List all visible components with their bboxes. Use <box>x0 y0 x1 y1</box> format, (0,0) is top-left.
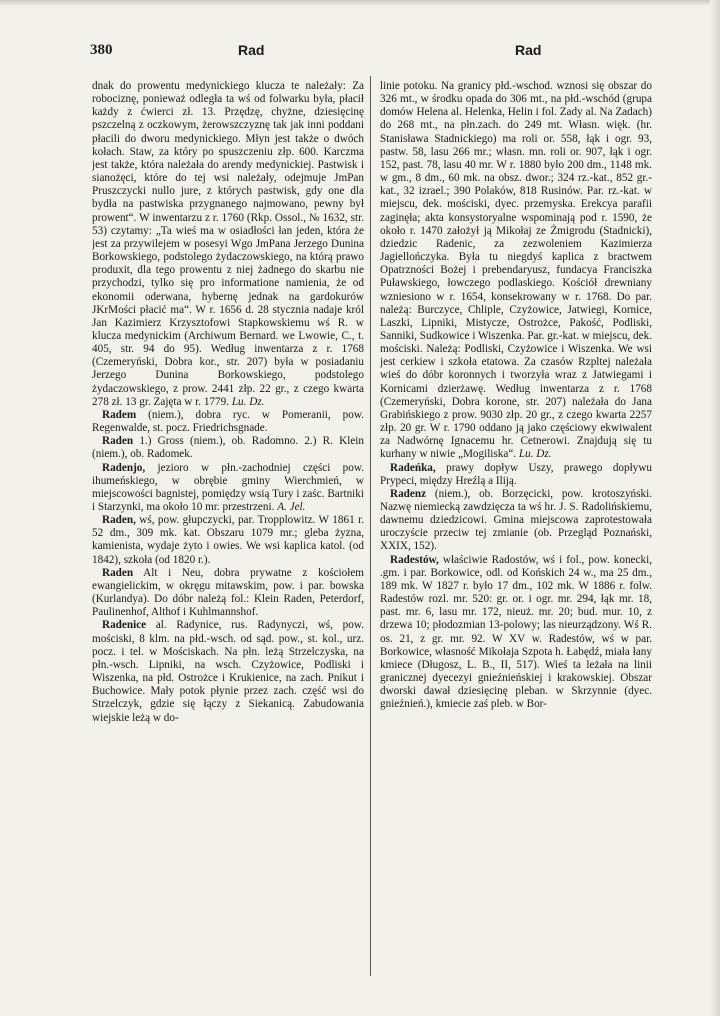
dictionary-entry <box>92 567 364 620</box>
entry-headword: Radeńka, <box>390 461 436 474</box>
right-column <box>380 80 652 980</box>
entry-text: (niem.), dobra ryc. w Pomeranii, pow. Regenwalde, st. pocz. Friedrichsgnade. <box>92 408 364 435</box>
entry-headword: Raden <box>102 566 134 579</box>
page-top-edge <box>0 0 720 6</box>
entry-text: linie potoku. Na granicy płd.-wschod. wznosi się obszar do 326 mt., w środku opada do 306 mt., na płd.-wschód (grupa domów Helena al. Helenka, Helin i fol. Zady al. Na Zadach) do 268 mt., na płn.zach. do 249 mt. Własn. więk. (hr. Stanisława Stadnickiego) ma roli or. 558, łąk i ogr. 93, pastw. 58, lasu 266 mr.; własn. mn. roli or. 907, łąk i ogr. 152, past. 78, lasu 40 mr. W r. 1880 było 200 dm., 1148 mk. w gm., 8 dm., 60 mk. na obsz. dwor.; 324 rz.-kat., 852 gr.-kat., 32 izrael.; 390 Polaków, 818 Rusinów. Par. rz.-kat. w miejscu, dek. mościski, dyec. przemyska. Erekcya parafii zaginęła; akta konsystoryalne wspominają pod r. 1590, że około r. 1470 założył ją Mikołaj ze Żmigrodu (Stadnicki), dziedzic Radenic, za zezwoleniem Kazimierza Jagiellończyka. Była tu niegdyś kaplica z bractwem Opatrzności Bożej i prebendaryusz, fundacya Franciszka Puławskiego, łowczego podlaskiego. Kościół drewniany wzniesiono w r. 1654, konsekrowany w r. 1768. Do par. należą: Burczyce, Chliple, Czyżowice, Jatwiegi, Kornice, Laszki, Lipniki, Mistycze, Ostrożce, Pakość, Podliski, Sanniki, Sudkowice i Wiszenka. Par. gr.-kat. w miejscu, dek. mościski. Należą: Podliski, Czyżowice i Wiszenka. We wsi jest cerkiew i szkoła etatowa. Za czasów Rzpltej należała wieś do dóbr koronnych i tworzyła wraz z Jatwiegami i Kornicami dzierżawę. Według inwentarza z r. 1768 (Czemeryński, Dobra korone, str. 207) należała do Jana Grabińskiego z prow. 9030 złp. 20 gr., z czego kwarta 2257 złp. 20 gr. W r. 1790 oddano ją jako częściowy ekwiwalent za Nadwórnę Ignacemu hr. Cetnerowi. Znajdują się tu kurhany w niwie „Mogiliska“. <box>380 80 652 461</box>
entry-text: wś, pow. głupczycki, par. Tropplowitz. W 1861 r. 52 dm., 309 mk. kat. Obszaru 1079 mr.; gleba żyzna, kamienista, wydaje żyto i owies. We wsi kaplica katol. (od 1842), szkoła (od 1820 r.). <box>92 514 364 566</box>
dictionary-entry <box>92 435 364 461</box>
dictionary-entry <box>380 554 652 712</box>
continued-entry <box>92 80 364 409</box>
dictionary-entry <box>380 462 652 488</box>
entry-headword: Raden <box>102 435 134 448</box>
column-divider <box>370 76 371 976</box>
entry-text: (niem.), ob. Borzęcicki, pow. krotoszyński. Nazwę niemiecką zawdzięcza ta wś hr. J. S. Radolińskiemu, dawnemu dziedzicowi. Gmina miejscowa zaprotestowała uroczyście przeciw tej zmianie (ob. Przegląd Poznański, XXIX, 152). <box>380 487 652 553</box>
dictionary-entry <box>92 409 364 435</box>
left-column <box>92 80 364 980</box>
entry-headword: Radestów, <box>390 553 439 566</box>
running-head-left: Rad <box>238 42 265 58</box>
entry-signature: A. Jel. <box>277 501 306 513</box>
dictionary-entry <box>92 514 364 567</box>
entry-text: prawy dopływ Uszy, prawego dopływu Prypeci, między Hreźlą a Iliją. <box>380 461 652 487</box>
entry-headword: Radenjo, <box>102 461 146 474</box>
entry-headword: Raden, <box>102 514 136 527</box>
entry-text: dnak do prowentu medynickiego klucza te należały: Za robociznę, ponieważ odległa ta wś od folwarku była, płacił każdy z ćwierci zł. 13. Przędzę, chyżne, dziesięcinę pszczelną z oczkowym, żerowszczyznę tak jak inni poddani płacili do dworu medynickiego. Młyn jest także o dwóch kołach. Staw, za który po spuszczeniu złp. 600. Karczma jest także, która należała do arendy medynickiej. Pastwisk i sianożęci, które do tej wsi należały, odejmuje JmPan Pruszczycki nullo jure, z których pastwisk, gdy one dla bydła na pastwiska przygnanego najmowano, pewny był prowent“. W inwentarzu z r. 1760 (Rkp. Ossol., № 1632, str. 53) czytamy: „Ta wieś ma w osiadłości łan jeden, która że jest za przywilejem w posesyi Wgo JmPana Jerzego Dunina Borkowskiego, podstolego żydaczowskiego, na którą prawo produxit, dla tego prowentu z niej żadnego do skarbu nie przychodzi, tylko się pro informatione namienia, że od ekonomii oderwana, hybernę jednak na gardokurów JKrMości płacić ma“. W r. 1656 d. 28 stycznia nadaje król Jan Kazimierz Krzysztofowi Stapkowskiemu wś R. w klucza medynickim (Archiwum Bernard. we Lwowie, C., t. 405, str. 94 do 95). Według inwentarza z r. 1768 (Czemeryński, Dobra kor., str. 207) była w posiadaniu Jerzego Dunina Borkowskiego, podstolego żydaczowskiego, z prow. 2441 złp. 22 gr., z czego kwarta 278 zł. 13 gr. Zajęta w r. 1779. <box>92 80 364 408</box>
entry-headword: Radem <box>102 408 137 421</box>
entry-signature: Lu. Dz. <box>518 448 552 461</box>
entry-text: właściwie Radostów, wś i fol., pow. konecki, .gm. i par. Borkowice, odl. od Końskich 24 w., ma 25 dm., 189 mk. W 1827 r. było 17 dm., 102 mk. W 1886 r. folw. Radestów rozl. mr. 520: gr. or. i ogr. mr. 294, łąk mr. 18, past. mr. 6, lasu mr. 172, nieuż. mr. 20; bud. mur. 10, z drzewa 10; płodozmian 13-polowy; las nieurządzony. Wś R. os. 21, z gr. mr. 92. W XV w. Radestów, wś w par. Borkowice, własność Mikołaja Szpota h. Łabędź, miała łany kmiece (Długosz, L. B., II, 517). Wieś ta leżała na linii granicznej dyecezyi gnieźnieńskiej i krakowskiej. Obszar dworski dawał dziesięcinę pleban. w Skrzynnie (dyec. gnieźnień.), kmiecie zaś pleb. w Bor- <box>380 553 652 711</box>
running-head-right: Rad <box>515 42 542 58</box>
entry-signature: Lu. Dz. <box>231 395 265 408</box>
entry-headword: Radenz <box>390 487 427 500</box>
continued-entry <box>380 80 652 462</box>
page-header <box>90 42 650 66</box>
dictionary-entry <box>92 619 364 724</box>
entry-text: al. Radynice, rus. Radynyczi, wś, pow. mościski, 8 klm. na płd.-wsch. od sąd. pow., st. kol., urz. pocz. i tel. w Mościskach. Na płn. leżą Strzelczyska, na płn.-wsch. Lipniki, na wsch. Czyżowice, Podliski i Wiszenka, na płd. Ostrożce i Krukienice, na zach. Pnikut i Buchowice. Mały potok płynie przez zach. część wsi do Strzelczyk, gdzie się łączy z Siekanicą. Zabudowania wiejskie leżą w do- <box>92 619 364 724</box>
entry-headword: Radenice <box>102 619 147 632</box>
page-number: 380 <box>90 42 113 58</box>
page-right-edge <box>710 0 720 1016</box>
entry-text: Alt i Neu, dobra prywatne z kościołem ewangielickim, w okręgu mitawskim, pow. i par. bowska (Kurlandya). Do dóbr należą fol.: Klein Raden, Peterdorf, Paulinenhof, Althof i Kuhlmannshof. <box>92 566 364 619</box>
entry-text: jezioro w płn.-zachodniej części pow. ihumeńskiego, w obrębie gminy Wierchmień, w miejscowości bagnistej, pomiędzy wsią Tury i zaśc. Bartniki i Starzynki, ma około 10 mr. przestrzeni. <box>92 461 364 513</box>
dictionary-entry <box>92 462 364 515</box>
dictionary-entry <box>380 488 652 554</box>
entry-text: 1.) Gross (niem.), ob. Radomno. 2.) R. Klein (niem.), ob. Radomek. <box>92 435 364 461</box>
